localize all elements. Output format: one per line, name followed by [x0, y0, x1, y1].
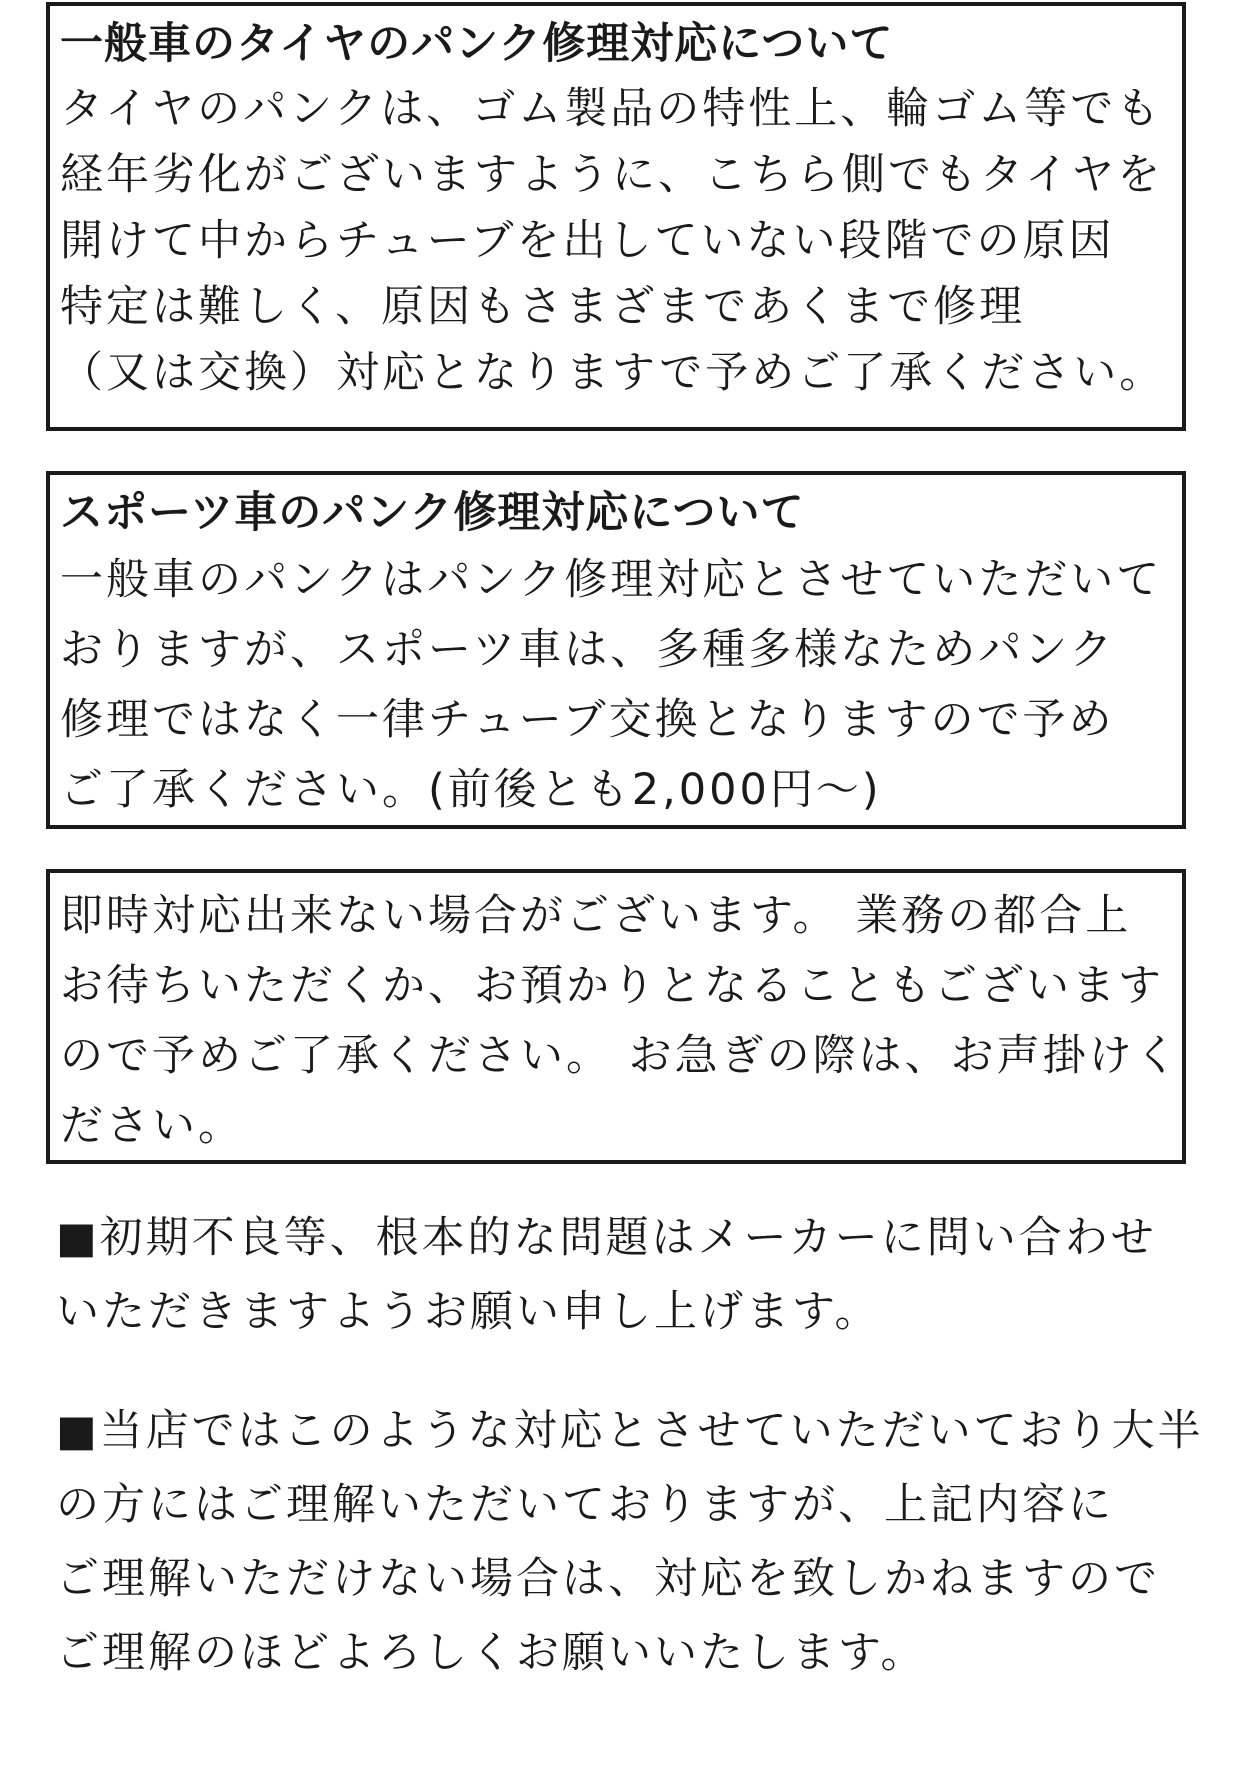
- section-title: 一般車のタイヤのパンク修理対応について: [60, 19, 894, 69]
- section-text-line: 経年劣化がございますように、こちら側でもタイヤを: [60, 150, 1164, 200]
- section-title: スポーツ車のパンク修理対応について: [60, 488, 805, 538]
- section-text-line: お待ちいただくか、お預かりとなることもございます: [60, 961, 1164, 1011]
- note-text-line: ■初期不良等、根本的な問題はメーカーに問い合わせ: [56, 1213, 1157, 1263]
- tire-puncture-section: [46, 2, 1186, 431]
- sports-bike-section: [46, 471, 1186, 829]
- store-policy-note: [56, 1394, 1206, 1690]
- section-text-line: （又は交換）対応となりますで予めご了承ください。: [60, 348, 1166, 398]
- initial-defect-note: [56, 1201, 1206, 1349]
- section-text-line: おりますが、スポーツ車は、多種多様なためパンク: [60, 625, 1116, 675]
- section-text-line: ので予めご了承ください。 お急ぎの際は、お声掛けく: [60, 1031, 1181, 1081]
- section-text-line: 一般車のパンクはパンク修理対応とさせていただいて: [60, 555, 1163, 605]
- section-text-line: 修理ではなく一律チューブ交換となりますので予め: [60, 695, 1115, 745]
- note-text-line: ご理解いただけない場合は、対応を致しかねますので: [56, 1554, 1160, 1604]
- note-text-line: ■当店ではこのような対応とさせていただいており大半: [56, 1406, 1204, 1456]
- note-text-line: の方にはご理解いただいておりますが、上記内容に: [56, 1480, 1114, 1530]
- section-text-line: 開けて中からチューブを出していない段階での原因: [60, 216, 1115, 266]
- note-text-line: ご理解のほどよろしくお願いいたします。: [56, 1628, 927, 1678]
- section-text-line: 特定は難しく、原因もさまざまであくまで修理: [60, 282, 1026, 332]
- immediate-response-section: [46, 869, 1186, 1164]
- note-text-line: いただきますようお願い申し上げます。: [56, 1287, 881, 1337]
- section-text-line: 即時対応出来ない場合がございます。 業務の都合上: [60, 891, 1132, 941]
- section-text-line: ださい。: [60, 1101, 244, 1151]
- section-text-line: タイヤのパンクは、ゴム製品の特性上、輪ゴム等でも: [60, 84, 1163, 134]
- section-text-line: ご了承ください。(前後とも2,000円〜): [60, 765, 882, 815]
